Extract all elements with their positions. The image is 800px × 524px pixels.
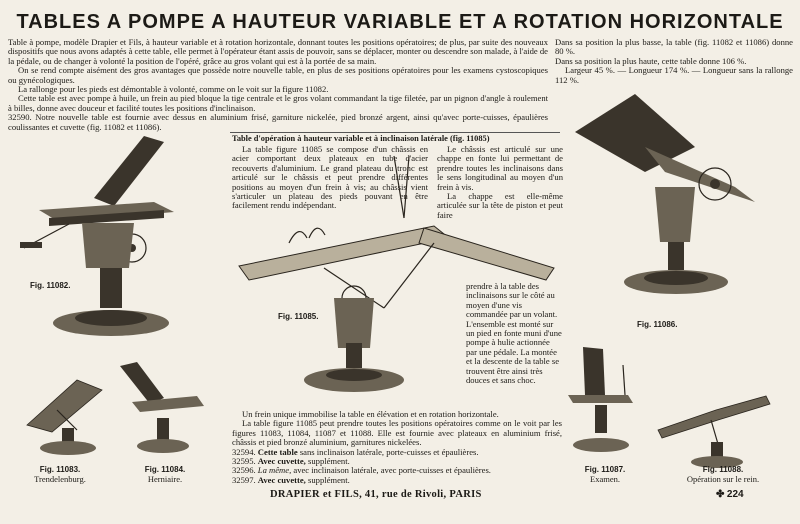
figure-subtitle: Opération sur le rein. <box>686 473 760 484</box>
item-label: La même, <box>257 465 292 476</box>
item-text: supplément. <box>308 474 350 485</box>
figure-caption-11083 <box>30 465 90 484</box>
figure-caption-11082 <box>30 281 70 291</box>
figure-label: Fig. 11086. <box>637 320 678 329</box>
item-text: sans inclinaison latérale, porte-cuisses et épaulières. <box>299 446 479 457</box>
publisher-footer: DRAPIER et FILS, 41, rue de Rivoli, PARIS <box>270 489 482 500</box>
figure-subtitle: Trendelenburg. <box>34 473 86 484</box>
figure-label: Fig. 11085. <box>278 312 319 321</box>
intro-paragraph-5: 32590. Notre nouvelle table est fournie avec dessus en aluminium frisé, garniture nickelée, pied bronzé argent, ainsi qu'avec porte-cuisses, épaulières coulissantes et cuvette (fig. 11082 et 11086). <box>8 112 548 132</box>
item-label: Cette table <box>257 446 298 457</box>
item-code: 32596. <box>232 465 256 476</box>
center-col-right-2: La chappe est elle-même articulée sur la tête de piston et peut faire <box>437 191 563 220</box>
dimensions-text <box>555 38 793 85</box>
page-ornament-icon: ✤ <box>716 489 725 500</box>
item-label: Avec cuvette, <box>257 474 306 485</box>
intro-paragraph-3: La rallonge pour les pieds est démontable à volonté, comme on le voit sur la figure 11082. <box>18 84 329 95</box>
item-code: 32594. <box>232 446 256 457</box>
figure-subtitle: Examen. <box>590 473 620 484</box>
dimensions-low: Dans sa position la plus basse, la table (fig. 11082 et 11086) donne 80 %. <box>555 37 793 57</box>
figure-label: Fig. 11087. <box>584 465 626 474</box>
page-number <box>716 489 744 500</box>
intro-text <box>8 38 548 132</box>
table-illustration-trendelenburg <box>22 360 112 460</box>
page-title: TABLES A POMPE A HAUTEUR VARIABLE ET A ROTATION HORIZONTALE <box>16 11 784 33</box>
center-bottom-1: Un frein unique immobilise la table en élévation et en rotation horizontale. <box>242 409 499 419</box>
figure-label: Fig. 11088. <box>702 465 744 474</box>
figure-caption-11084 <box>135 465 195 484</box>
center-side-text: prendre à la table des inclinaisons sur le côté au moyen d'une vis commandée par un volant. L'ensemble est monté sur un pied en fonte muni d'une pompe à hulie actionnée par une pédale. La montée et la descente de la table se trouvent être ainsi très douces et sans choc. <box>466 281 562 386</box>
center-bottom-2: La table figure 11085 peut prendre toutes les positions opératoires comme on le voit par les figures 11083, 11084, 11087 et 11088. Elle est fournie avec plateaux en aluminium frisé, châssis et pied bronzé aluminium, garnitures nickelées. <box>232 418 562 448</box>
center-col-right-1: Le châssis est articulé sur une chappe en fonte lui permettant de prendre toutes les inclinaisons dans le sens longitudinal au moyen d'un frein à vis. <box>437 144 563 192</box>
figure-subtitle: Herniaire. <box>147 473 183 484</box>
section-divider <box>230 132 560 133</box>
table-illustration-rein <box>656 392 776 472</box>
intro-paragraph-2: On se rend compte aisément des gros avantages que possède notre nouvelle table, en plus de ses positions opératoires pour les examens cystoscopiques ou gynécologiques. <box>8 65 548 85</box>
dimensions-size: Largeur 45 %. — Longueur 174 %. — Longueur sans la rallonge 112 %. <box>555 65 793 85</box>
center-heading: Table d'opération à hauteur variable et à inclinaison latérale (fig. 11085) <box>232 134 490 143</box>
figure-label: Fig. 11084. <box>144 465 186 474</box>
operating-table-illustration-11082 <box>14 128 204 348</box>
figure-label: Fig. 11083. <box>39 465 81 474</box>
figure-caption-11086 <box>637 320 677 330</box>
operating-table-illustration-11086 <box>565 92 770 312</box>
center-bottom-text <box>232 410 562 485</box>
figure-caption-11085 <box>278 312 318 322</box>
item-text: avec inclinaison latérale, avec porte-cuisses et épaulières. <box>293 465 491 476</box>
figure-label: Fig. 11082. <box>30 281 71 290</box>
table-illustration-herniaire <box>112 358 212 458</box>
item-text: supplément. <box>308 456 350 467</box>
operating-table-illustration-11085 <box>234 148 564 408</box>
center-col-left: La table figure 11085 se compose d'un châssis en acier comportant deux plateaux en tube d'acier recouverts d'aluminium. Le grand plateau du tronc est articulé sur le châssis et peut prendre différentes positions au moyen d'un frein à vis; au châssis vient s'articuler un plateau des pieds pouvant en être facilement rendu indépendant. <box>232 144 428 211</box>
item-code: 32595. <box>232 456 256 467</box>
item-label: Avec cuvette, <box>257 456 306 467</box>
table-illustration-examen <box>563 345 643 460</box>
figure-caption-11087 <box>570 465 640 484</box>
dimensions-high: Dans sa position la plus haute, cette table donne 106 %. <box>555 55 747 66</box>
page-number-value: 224 <box>726 489 744 500</box>
catalog-item <box>232 476 562 485</box>
intro-paragraph-4: Cette table est avec pompe à huile, un frein au pied bloque la tige centrale et le gros volant commandant la tige filetée, par un pignon d'angle à roulement à billes, donne avec douceur et facilité toutes les positions d'inclinaison. <box>8 93 548 113</box>
item-code: 32597. <box>232 474 256 485</box>
intro-paragraph-1: Table à pompe, modèle Drapier et Fils, à hauteur variable et à rotation horizontale, donnant toutes les positions opératoires; de plus, par suite des nouveaux dispositifs que nous avons adaptés à cette table, elle permet à l'opérateur étant assis de pouvoir, sans se déplacer, monter ou descendre son malade, à l'aide de la pédale, ou de changer à volonté la position de l'opéré, grâce au gros volant qui est à la portée de sa main. <box>8 37 548 66</box>
figure-caption-11088 <box>668 465 778 484</box>
